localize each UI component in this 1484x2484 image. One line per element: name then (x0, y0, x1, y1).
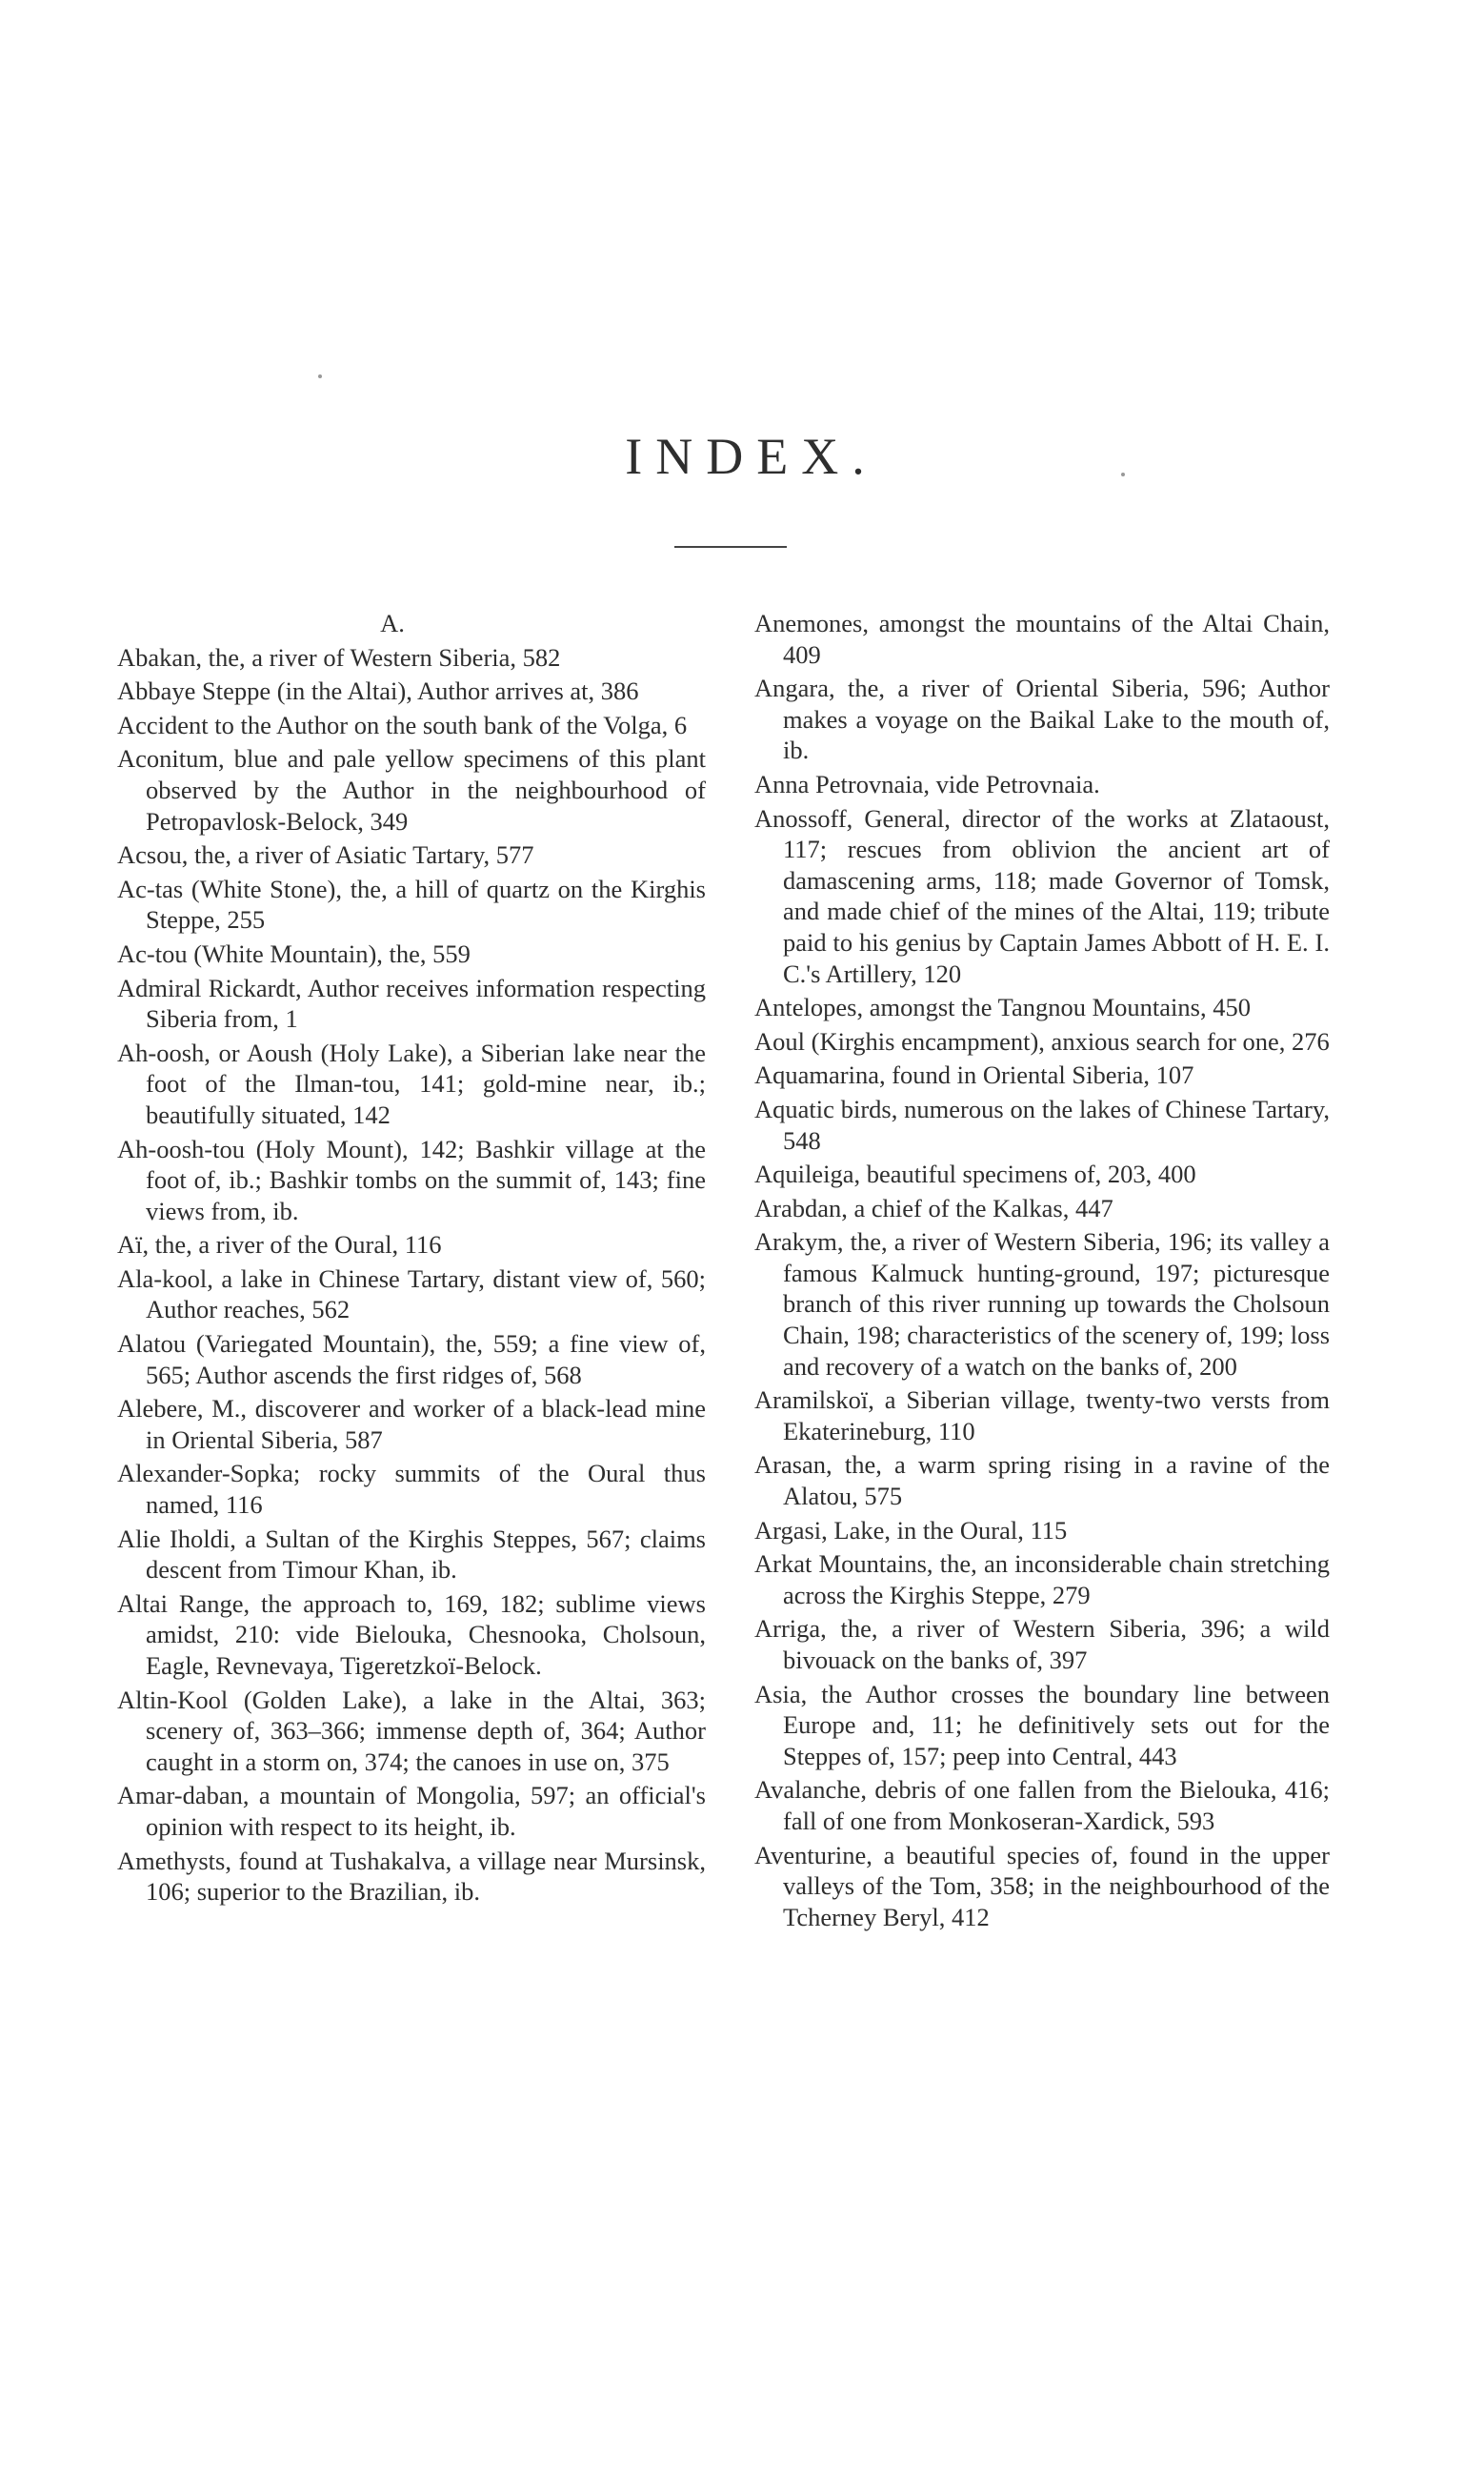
index-entry: Aquamarina, found in Oriental Siberia, 107 (754, 1060, 1194, 1090)
index-entry: Acsou, the, a river of Asiatic Tartary, 577 (117, 840, 534, 870)
index-entry: Ah-oosh-tou (Holy Mount), 142; Bashkir village at the foot of, ib.; Bashkir tombs on the summit of, 143; fine views from, ib. (117, 1134, 706, 1225)
index-entry: Aï, the, a river of the Oural, 116 (117, 1230, 442, 1260)
index-entry: Abbaye Steppe (in the Altai), Author arrives at, 386 (117, 677, 639, 706)
index-entry: Arriga, the, a river of Western Siberia, 396; a wild bivouack on the banks of, 397 (754, 1614, 1330, 1674)
index-entry: Anna Petrovnaia, vide Petrovnaia. (754, 769, 1100, 798)
index-entry: Altai Range, the approach to, 169, 182; sublime views amidst, 210: vide Bielouka, Chesnooka, Cholsoun, Eagle, Revnevaya, Tigeretzkoï-Belock. (117, 1588, 706, 1680)
index-entry: Avalanche, debris of one fallen from the Bielouka, 416; fall of one from Monkoseran-Xardick, 593 (754, 1775, 1330, 1835)
index-entry: Aconitum, blue and pale yellow specimens of this plant observed by the Author in the neighbourhood of Petropavlosk-Belock, 349 (117, 744, 706, 836)
entry-list-right (754, 608, 1330, 1932)
section-letter: A. (380, 609, 405, 637)
print-speck (1121, 473, 1125, 476)
index-entry: Ac-tas (White Stone), the, a hill of quartz on the Kirghis Steppe, 255 (117, 874, 706, 935)
title-rule (674, 546, 787, 548)
page-title: INDEX. (625, 428, 878, 485)
index-entry: Altin-Kool (Golden Lake), a lake in the Altai, 363; scenery of, 363–366; immense depth of, 364; Author caught in a storm on, 374; the canoes in use on, 375 (117, 1685, 706, 1776)
index-entry: Angara, the, a river of Oriental Siberia, 596; Author makes a voyage on the Baikal Lake to the mouth of, ib. (754, 674, 1330, 765)
index-entry: Arkat Mountains, the, an inconsiderable chain stretching across the Kirghis Steppe, 279 (754, 1549, 1330, 1609)
index-entry: Aramilskoï, a Siberian village, twenty-two versts from Ekaterineburg, 110 (754, 1385, 1330, 1445)
index-entry: Abakan, the, a river of Western Siberia, 582 (117, 642, 561, 672)
index-entry: Amar-daban, a mountain of Mongolia, 597; an official's opinion with respect to its height, ib. (117, 1781, 706, 1841)
index-entry: Alexander-Sopka; rocky summits of the Oural thus named, 116 (117, 1459, 706, 1520)
index-entry: Aventurine, a beautiful species of, found in the upper valleys of the Tom, 358; in the neighbourhood of the Tcherney Beryl, 412 (754, 1840, 1330, 1931)
index-entry: Arabdan, a chief of the Kalkas, 447 (754, 1193, 1113, 1222)
index-entry: Aquileiga, beautiful specimens of, 203, 400 (754, 1160, 1196, 1189)
index-entry: Alatou (Variegated Mountain), the, 559; a fine view of, 565; Author ascends the first ridges of, 568 (117, 1329, 706, 1389)
entry-list-left (117, 642, 706, 1908)
index-entry: Ala-kool, a lake in Chinese Tartary, distant view of, 560; Author reaches, 562 (117, 1263, 706, 1324)
index-column-left (117, 608, 706, 1910)
print-speck (318, 374, 322, 378)
index-entry: Amethysts, found at Tushakalva, a village near Mursinsk, 106; superior to the Brazilian, ib. (117, 1846, 706, 1907)
index-entry: Asia, the Author crosses the boundary line between Europe and, 11; he definitively sets out for the Steppes of, 157; peep into Central, 443 (754, 1679, 1330, 1770)
index-entry: Argasi, Lake, in the Oural, 115 (754, 1515, 1068, 1545)
index-entry: Accident to the Author on the south bank of the Volga, 6 (117, 710, 688, 739)
index-entry: Antelopes, amongst the Tangnou Mountains, 450 (754, 993, 1251, 1022)
index-column-right (754, 608, 1330, 1935)
index-entry: Arasan, the, a warm spring rising in a ravine of the Alatou, 575 (754, 1450, 1330, 1511)
index-entry: Ah-oosh, or Aoush (Holy Lake), a Siberian lake near the foot of the Ilman-tou, 141; gold-mine near, ib.; beautifully situated, 142 (117, 1038, 706, 1129)
index-entry: Aoul (Kirghis encampment), anxious search for one, 276 (754, 1026, 1330, 1056)
index-entry: Ac-tou (White Mountain), the, 559 (117, 939, 471, 968)
index-entry: Alie Iholdi, a Sultan of the Kirghis Steppes, 567; claims descent from Timour Khan, ib. (117, 1524, 706, 1585)
index-entry: Admiral Rickardt, Author receives information respecting Siberia from, 1 (117, 973, 706, 1034)
index-entry: Anossoff, General, director of the works at Zlataoust, 117; rescues from oblivion the ancient art of damascening arms, 118; made Governor of Tomsk, and made chief of the mines of the Altai, 119; tribute paid to his genius by Captain James Abbott of H. E. I. C.'s Artillery, 120 (754, 803, 1330, 988)
index-entry: Anemones, amongst the mountains of the Altai Chain, 409 (754, 609, 1330, 669)
index-entry: Alebere, M., discoverer and worker of a black-lead mine in Oriental Siberia, 587 (117, 1394, 706, 1454)
index-entry: Arakym, the, a river of Western Siberia, 196; its valley a famous Kalmuck hunting-ground, 197; picturesque branch of this river running up towards the Cholsoun Chain, 198; characteristics of the scenery of, 199; loss and recovery of a watch on the banks of, 200 (754, 1227, 1331, 1381)
index-entry: Aquatic birds, numerous on the lakes of Chinese Tartary, 548 (754, 1094, 1330, 1155)
